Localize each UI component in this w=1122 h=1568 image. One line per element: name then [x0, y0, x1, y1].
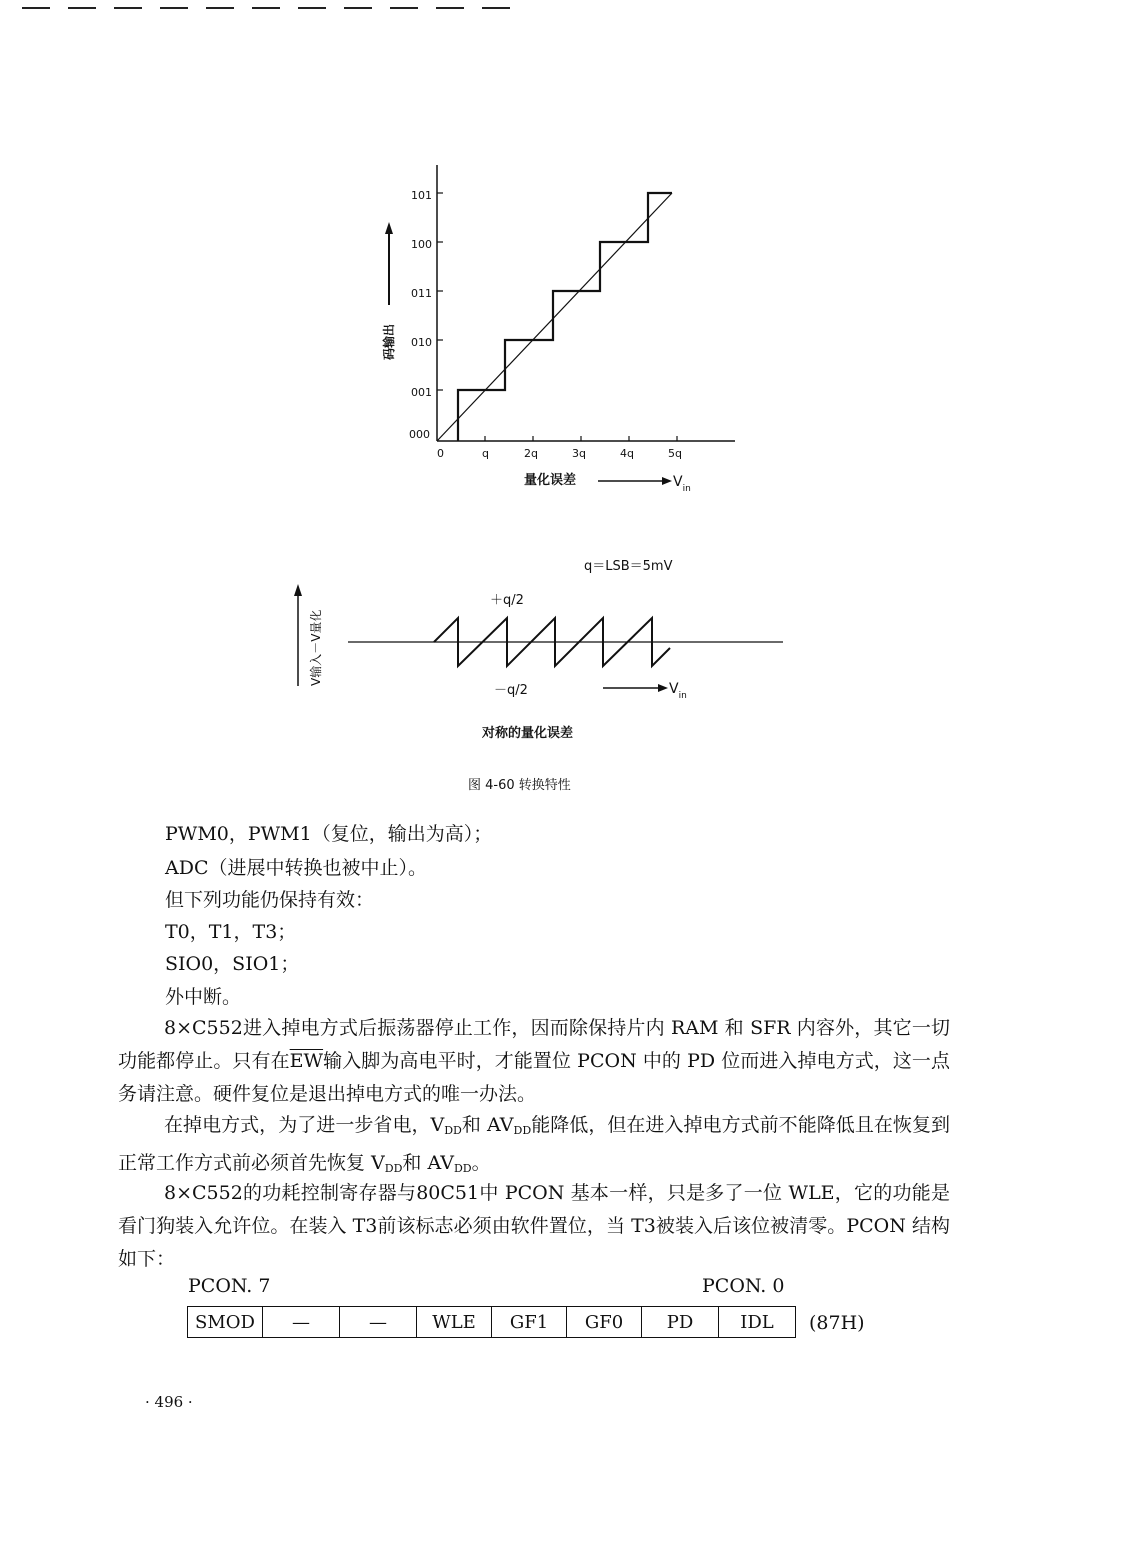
body-line-1: PWM0，PWM1（复位，输出为高）； — [165, 823, 493, 845]
y-tick-100: 100 — [411, 238, 432, 251]
paragraph-powerdown-a: 8×C552进入掉电方式后振荡器停止工作，因而除保持片内 RAM 和 SFR 内容外，其它一切功能都停止。只有在 — [118, 1017, 950, 1072]
x-tick-2q: 2q — [524, 447, 538, 460]
body-line-5: SIO0，SIO1； — [165, 953, 300, 975]
sawtooth-x-var: $V_{in}$ — [669, 681, 687, 701]
pcon-bit-3: GF1 — [492, 1307, 567, 1338]
plus-half-q-label: ＋q/2 — [490, 593, 524, 608]
y-tick-010: 010 — [411, 336, 432, 349]
ideal-transfer-line — [437, 193, 672, 441]
x-tick-5q: 5q — [668, 447, 682, 460]
pcon-register-table — [187, 1306, 796, 1338]
x-tick-q: q — [482, 447, 489, 460]
ew-signal: $\overline{EW}$ — [289, 1050, 324, 1072]
sawtooth-y-arrowhead — [294, 584, 302, 596]
paragraph-powerdown-b: 输入脚为高电平时，才能置位 PCON 中的 PD 位而进入掉电方式，这一点务请注意。硬件复位是退出掉电方式的唯一办法。 — [118, 1050, 950, 1105]
sawtooth-chart — [294, 559, 783, 701]
paragraph-pcon: 8×C552的功耗控制寄存器与80C51中 PCON 基本一样，只是多了一位 WLE，它的功能是看门狗装入允许位。在装入 T3前该标志必须由软件置位，当 T3被装入后该位被清零。PCON 结构如下： — [118, 1182, 950, 1270]
pcon-bit-0: IDL — [719, 1307, 796, 1338]
para2-sub-3: DD — [384, 1162, 403, 1175]
para2-sub-2: DD — [513, 1124, 532, 1137]
pcon7-label: PCON. 7 — [188, 1275, 271, 1297]
para2-text-e: 。 — [471, 1152, 491, 1174]
para2-sub-1: DD — [444, 1124, 462, 1137]
figure-caption: 图 4-60 转换特性 — [468, 778, 571, 793]
x-axis-arrowhead — [662, 477, 672, 485]
para2-sub-4: DD — [453, 1162, 472, 1175]
sawtooth-caption: 对称的量化误差 — [482, 726, 574, 741]
y-tick-000: 000 — [409, 428, 430, 441]
y-axis-arrowhead — [385, 222, 393, 234]
para2-text-a: 在掉电方式，为了进一步省电，V — [164, 1114, 445, 1136]
x-tick-0: 0 — [437, 447, 444, 460]
body-line-2: ADC（进展中转换也被中止）。 — [165, 857, 427, 879]
lsb-annotation: q＝LSB＝5mV — [584, 559, 673, 574]
para2-text-b: 和 AV — [461, 1114, 514, 1136]
paragraph-powerdown — [118, 1012, 950, 1111]
y-tick-001: 001 — [411, 386, 432, 399]
pcon-bit-4: WLE — [417, 1307, 492, 1338]
y-axis-label: 码输出 — [382, 323, 396, 360]
body-line-4: T0，T1，T3； — [165, 921, 297, 943]
para2-text-c: 能降低，但在进入掉电方式前不能降低且在恢复到正常工作方式前必须首先恢复 V — [118, 1114, 950, 1174]
pcon0-label: PCON. 0 — [702, 1275, 785, 1297]
y-tick-011: 011 — [411, 287, 432, 300]
x-axis-var: $V_{in}$ — [673, 474, 691, 494]
sawtooth-y-label: V输入－V量化 — [309, 609, 323, 686]
staircase-chart — [381, 165, 735, 494]
pcon-bit-2: GF0 — [567, 1307, 642, 1338]
x-tick-4q: 4q — [620, 447, 634, 460]
body-line-6: 外中断。 — [165, 986, 242, 1008]
pcon-bit-7: SMOD — [188, 1307, 263, 1338]
minus-half-q-label: －q/2 — [494, 683, 528, 698]
paragraph-voltage — [118, 1109, 950, 1185]
page-number: · 496 · — [145, 1393, 193, 1411]
staircase-y-ticks — [437, 193, 443, 390]
pcon-bit-1: PD — [642, 1307, 719, 1338]
x-axis-label: 量化误差 — [524, 473, 577, 488]
y-tick-101: 101 — [411, 189, 432, 202]
body-line-3: 但下列功能仍保持有效： — [165, 889, 375, 911]
pcon-bit-5: — — [340, 1307, 417, 1338]
pcon-bit-6: — — [263, 1307, 340, 1338]
x-tick-3q: 3q — [572, 447, 586, 460]
sawtooth-arrowhead — [658, 684, 668, 692]
staircase-curve — [458, 193, 672, 441]
para2-text-d: 和 AV — [402, 1152, 454, 1174]
pcon-address: (87H) — [809, 1312, 865, 1334]
